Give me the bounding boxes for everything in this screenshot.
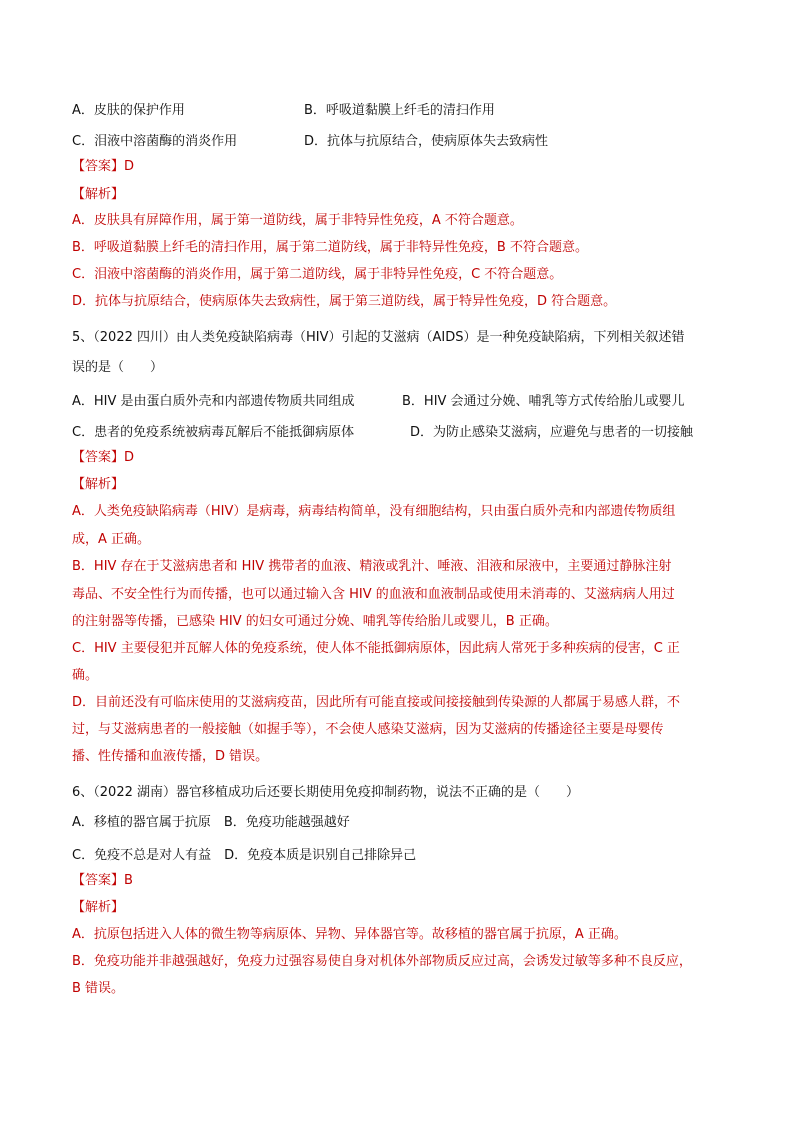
- q6-stem: 6、（2022 湖南）器官移植成功后还要长期使用免疫抑制药物，说法不正确的是（ ）: [72, 785, 579, 800]
- q4-option-d: D．抗体与抗原结合，使病原体失去致病性: [304, 134, 549, 149]
- q4-answer: 【答案】D: [72, 159, 135, 174]
- q4-analysis-line: D．抗体与抗原结合，使病原体失去致病性，属于第三道防线，属于特异性免疫，D 符合题意。: [72, 294, 617, 309]
- q4-option-b: B．呼吸道黏膜上纤毛的清扫作用: [304, 103, 495, 118]
- q4-option-a: A．皮肤的保护作用: [72, 103, 185, 118]
- q4-option-c: C．泪液中溶菌酶的消炎作用: [72, 134, 238, 149]
- q5-analysis-line: 成，A 正确。: [72, 532, 151, 547]
- q5-answer: 【答案】D: [72, 450, 135, 465]
- q5-analysis-label: 【解析】: [72, 477, 125, 492]
- q4-analysis-line: C．泪液中溶菌酶的消炎作用，属于第二道防线，属于非特异性免疫，C 不符合题意。: [72, 267, 563, 282]
- q4-analysis-label: 【解析】: [72, 187, 125, 202]
- q5-analysis-line: C．HIV 主要侵犯并瓦解人体的免疫系统，使人体不能抵御病原体，因此病人常死于多种疾病的侵害，C 正: [72, 641, 680, 656]
- q6-analysis-label: 【解析】: [72, 900, 125, 915]
- q5-option-b: B．HIV 会通过分娩、哺乳等方式传给胎儿或婴儿: [402, 394, 685, 409]
- q6-options-cd: C．免疫不总是对人有益 D．免疫本质是识别自己排除异己: [72, 848, 417, 863]
- q5-analysis-line: 过，与艾滋病患者的一般接触（如握手等），不会使人感染艾滋病，因为艾滋病的传播途径主要是母婴传: [72, 722, 664, 737]
- q6-analysis-line: A．抗原包括进入人体的微生物等病原体、异物、异体器官等。故移植的器官属于抗原，A 正确。: [72, 927, 627, 942]
- q5-option-d: D．为防止感染艾滋病，应避免与患者的一切接触: [410, 425, 694, 440]
- q6-analysis-line: B 错误。: [72, 981, 125, 996]
- q5-analysis-line: 确。: [72, 668, 99, 683]
- q5-analysis-line: 毒品、不安全性行为而传播，也可以通过输入含 HIV 的血液和血液制品或使用未消毒的、艾滋病病人用过: [72, 587, 675, 602]
- q6-options-ab: A．移植的器官属于抗原 B．免疫功能越强越好: [72, 815, 350, 830]
- q4-analysis-line: B．呼吸道黏膜上纤毛的清扫作用，属于第二道防线，属于非特异性免疫，B 不符合题意。: [72, 240, 588, 255]
- q4-analysis-line: A．皮肤具有屏障作用，属于第一道防线，属于非特异性免疫，A 不符合题意。: [72, 213, 523, 228]
- q5-analysis-line: 的注射器等传播，已感染 HIV 的妇女可通过分娩、哺乳等传给胎儿或婴儿，B 正确。: [72, 614, 558, 629]
- q5-stem-line: 误的是（ ）: [72, 360, 164, 375]
- q5-analysis-line: 播、性传播和血液传播，D 错误。: [72, 749, 269, 764]
- q5-stem-line: 5、（2022 四川）由人类免疫缺陷病毒（HIV）引起的艾滋病（AIDS）是一种免疫缺陷病，下列相关叙述错: [72, 330, 685, 345]
- q5-analysis-line: B．HIV 存在于艾滋病患者和 HIV 携带者的血液、精液或乳汁、唾液、泪液和尿液中，主要通过静脉注射: [72, 559, 672, 574]
- q6-analysis-line: B．免疫功能并非越强越好，免疫力过强容易使自身对机体外部物质反应过高，会诱发过敏等多种不良反应，: [72, 954, 692, 969]
- q5-analysis-line: D．目前还没有可临床使用的艾滋病疫苗，因此所有可能直接或间接接触到传染源的人都属于易感人群，不: [72, 695, 681, 710]
- q5-option-c: C．患者的免疫系统被病毒瓦解后不能抵御病原体: [72, 425, 355, 440]
- q5-option-a: A．HIV 是由蛋白质外壳和内部遗传物质共同组成: [72, 394, 355, 409]
- q5-analysis-line: A．人类免疫缺陷病毒（HIV）是病毒，病毒结构简单，没有细胞结构，只由蛋白质外壳和内部遗传物质组: [72, 504, 676, 519]
- q6-answer: 【答案】B: [72, 873, 133, 888]
